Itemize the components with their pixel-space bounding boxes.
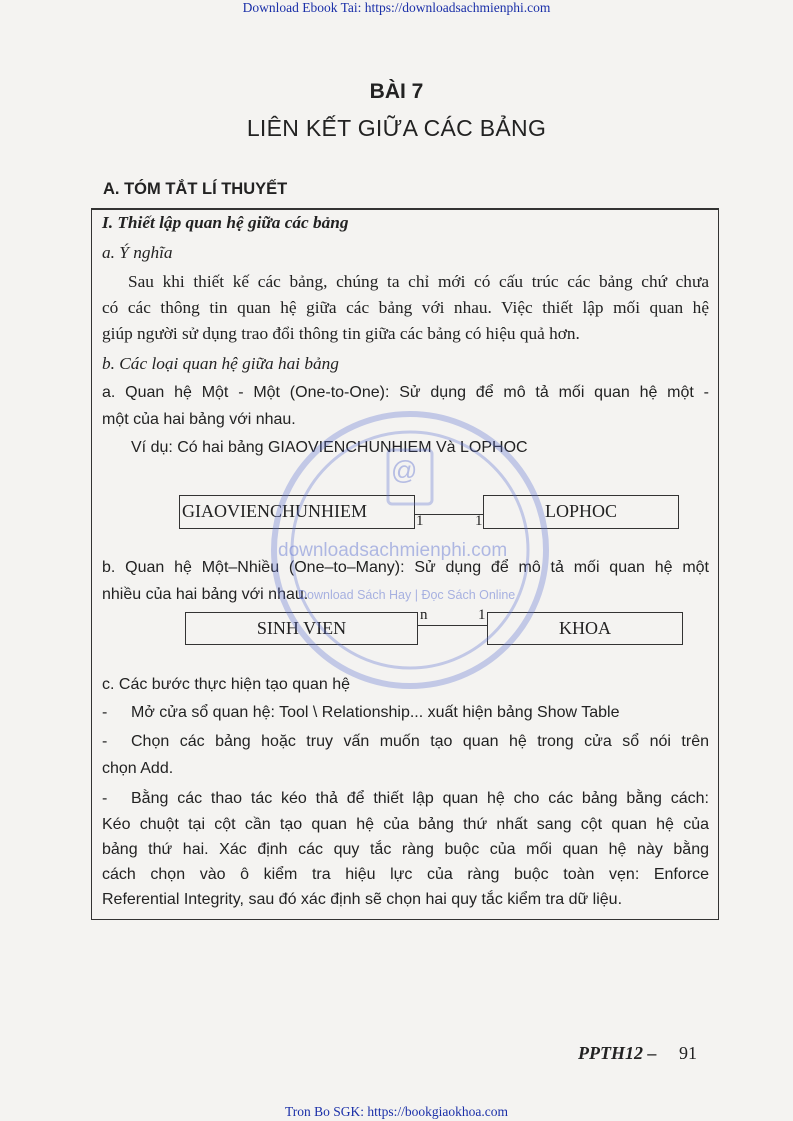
part-heading: I. Thiết lập quan hệ giữa các bảng — [102, 213, 349, 232]
cardinality-left: 1 — [416, 513, 424, 529]
subheading-relation-types: b. Các loại quan hệ giữa hai bảng — [102, 354, 339, 373]
top-download-banner[interactable]: Download Ebook Tai: https://downloadsachmienphi.com — [242, 0, 551, 15]
bullet-dash: - — [102, 790, 108, 807]
step-line: Bằng các thao tác kéo thả để thiết lập quan hệ cho các bảng bằng cách: — [131, 790, 709, 807]
page-number: 91 — [679, 1043, 697, 1063]
watermark-site: downloadsachmienphi.com — [278, 540, 508, 561]
bottom-sgk-banner[interactable]: Tron Bo SGK: https://bookgiaokhoa.com — [284, 1104, 508, 1119]
watermark-tagline: Download Sách Hay | Đọc Sách Online — [298, 588, 516, 602]
step-line: Mở cửa sổ quan hệ: Tool \ Relationship... xuất hiện bảng Show Table — [131, 704, 620, 721]
one-to-many-line: b. Quan hệ Một–Nhiều (One–to–Many): Sử dụng để mô tả mối quan hệ một — [102, 559, 709, 576]
paragraph-line: Sau khi thiết kế các bảng, chúng ta chỉ mới có cấu trúc các bảng chứ chưa — [128, 272, 709, 291]
section-heading: A. TÓM TẮT LÍ THUYẾT — [103, 180, 288, 198]
lesson-title: LIÊN KẾT GIỮA CÁC BẢNG — [246, 115, 547, 141]
table-giaovienchunhiem: GIAOVIENCHUNHIEM — [179, 495, 415, 529]
step-line: Referential Integrity, sau đó xác định sẽ chọn hai quy tắc kiểm tra dữ liệu. — [102, 891, 623, 908]
table-khoa: KHOA — [487, 612, 683, 645]
footer-book-code: PPTH12 – — [578, 1043, 657, 1063]
paragraph-line: giúp người sử dụng trao đổi thông tin giữa các bảng có hiệu quả hơn. — [102, 324, 580, 343]
cardinality-right: 1 — [478, 607, 486, 623]
one-to-one-line: a. Quan hệ Một - Một (One-to-One): Sử dụng để mô tả mối quan hệ một - — [102, 384, 709, 401]
step-line: chọn Add. — [102, 760, 174, 777]
relationship-line — [418, 625, 487, 626]
lesson-number: BÀI 7 — [369, 80, 424, 103]
cardinality-left: n — [420, 607, 428, 623]
step-line: bảng thứ hai. Xác định các quy tắc ràng buộc của mối quan hệ này bằng — [102, 841, 709, 858]
one-to-one-line: một của hai bảng với nhau. — [102, 411, 296, 428]
steps-heading: c. Các bước thực hiện tạo quan hệ — [102, 676, 351, 693]
watermark-symbol: @ — [391, 455, 418, 485]
cardinality-right: 1 — [475, 513, 483, 529]
paragraph-line: có các thông tin quan hệ giữa các bảng với nhau. Việc thiết lập mối quan hệ — [102, 298, 709, 317]
step-line: cách chọn vào ô kiểm tra hiệu lực của ràng buộc toàn vẹn: Enforce — [102, 866, 709, 883]
step-line: Chọn các bảng hoặc truy vấn muốn tạo quan hệ trong cửa sổ nói trên — [131, 733, 709, 750]
bullet-dash: - — [102, 704, 108, 721]
page-footer — [578, 1043, 697, 1064]
table-sinhvien: SINH VIEN — [185, 612, 418, 645]
relationship-line — [415, 514, 483, 515]
step-line: Kéo chuột tại cột cần tạo quan hệ của bảng thứ nhất sang cột quan hệ của — [102, 816, 709, 833]
bullet-dash: - — [102, 733, 108, 750]
one-to-many-line: nhiều của hai bảng với nhau. — [102, 586, 309, 603]
example-line: Ví dụ: Có hai bảng GIAOVIENCHUNHIEM Và LOPHOC — [131, 439, 528, 456]
subheading-meaning: a. Ý nghĩa — [102, 243, 173, 262]
table-lophoc: LOPHOC — [483, 495, 679, 529]
